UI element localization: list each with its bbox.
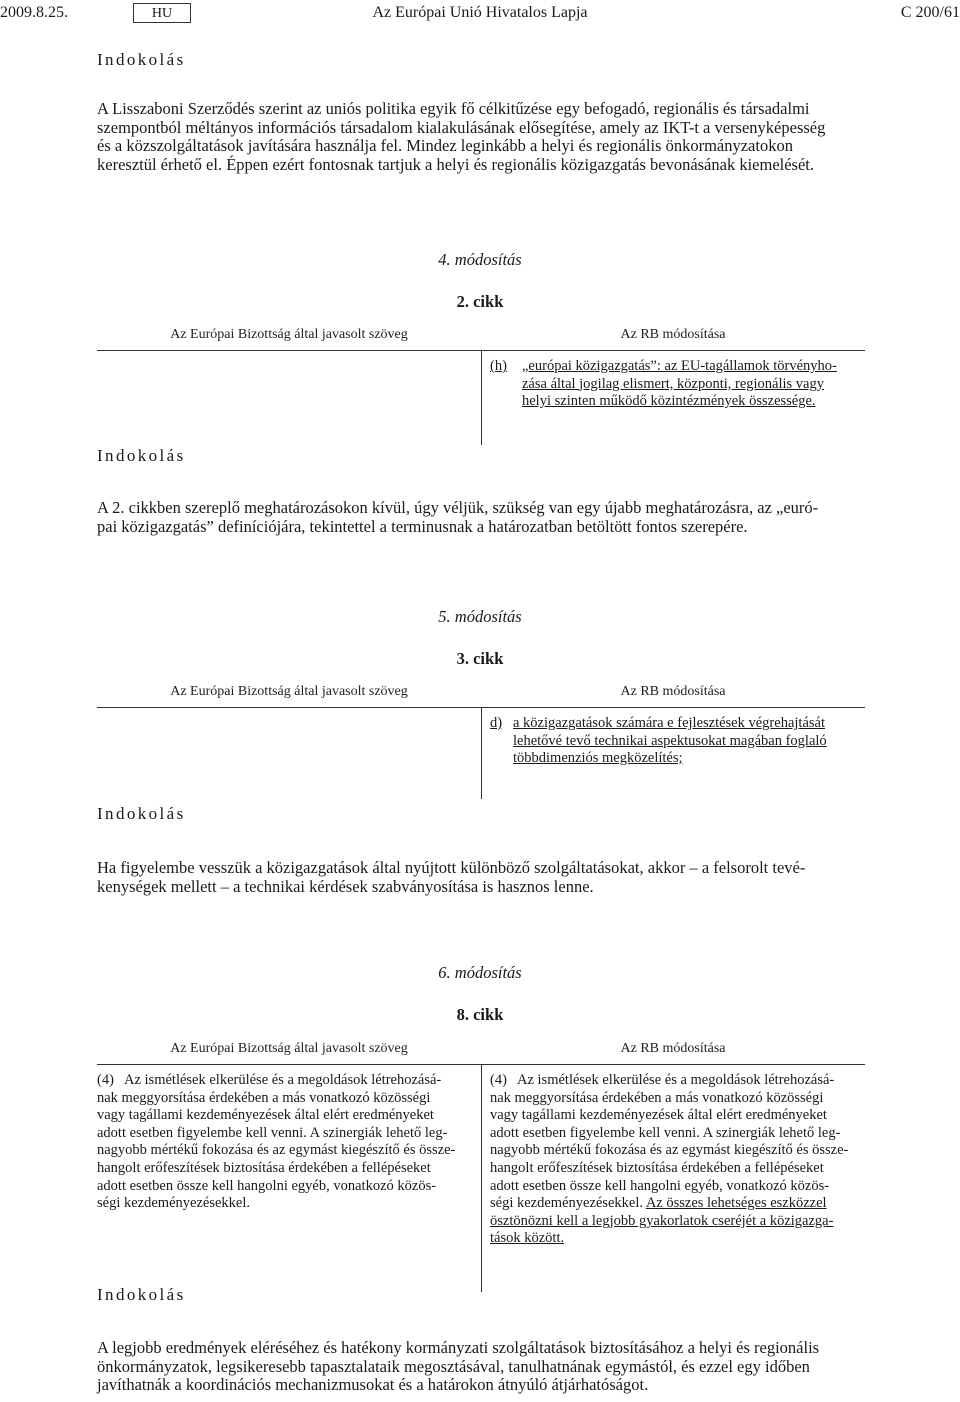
text-line: helyi szinten működő közintézmények összessége. bbox=[522, 393, 816, 410]
journal-title: Az Európai Unió Hivatalos Lapja bbox=[372, 4, 588, 21]
text-line: lehetővé tevő technikai aspektusokat magában foglaló bbox=[513, 732, 827, 749]
text-line: kenységek mellett – a technikai kérdések szabványosítása is hasznos lenne. bbox=[97, 876, 594, 896]
text-line: nagyobb mértékű fokozása és az egymást kiegészítő és össze- bbox=[97, 1142, 456, 1159]
text-line bbox=[490, 1195, 865, 1213]
text-line: A legjobb eredmények eléréséhez és hatékony kormányzati szolgáltatások biztosításához a helyi és regionális bbox=[97, 1338, 820, 1357]
point-label: d) bbox=[490, 715, 503, 731]
article-title: 2. cikk bbox=[456, 292, 504, 311]
amendment-title: 6. módosítás bbox=[438, 963, 522, 982]
point-label: (4) bbox=[97, 1072, 114, 1088]
justification-heading: Indokolás bbox=[97, 804, 186, 823]
text-line: pai közigazgatás” definíciójára, tekintettel a terminusnak a határozatban betöltött fontos szerepére. bbox=[97, 516, 748, 536]
amendment-title: 4. módosítás bbox=[438, 250, 522, 269]
amendment-title: 5. módosítás bbox=[438, 607, 522, 626]
language-code-box: HU bbox=[133, 3, 191, 23]
column-header-cor: Az RB módosítása bbox=[620, 327, 726, 342]
text-line: javíthatnák a koordinációs mechanizmusokat és a határokon átnyúló átjárhatóságot. bbox=[97, 1375, 649, 1394]
justification-paragraph bbox=[97, 1339, 865, 1395]
column-divider bbox=[481, 1064, 482, 1292]
text-line: keresztül érhető el. Éppen ezért fontosnak tartjuk a helyi és regionális közigazgatás bevonásának kiemelését. bbox=[97, 154, 815, 174]
article-title: 3. cikk bbox=[456, 649, 504, 668]
point-label: (h) bbox=[490, 358, 507, 374]
text-span: ségi kezdeményezésekkel. bbox=[490, 1195, 646, 1212]
text-line: nak meggyorsítása érdekében a más vonatkozó közösségi bbox=[97, 1089, 431, 1106]
text-line: adott esetben össze kell hangolni egyéb, vonatkozó közös- bbox=[97, 1177, 437, 1194]
original-text-cell bbox=[97, 1072, 472, 1213]
text-line: A 2. cikkben szereplő meghatározásokon kívül, úgy véljük, szükség van egy újabb meghatározásra, az „euró- bbox=[97, 498, 819, 517]
text-line: hangolt erőfeszítések biztosítása érdekében a fellépéseket bbox=[97, 1159, 431, 1176]
text-line: vagy tagállami kezdeményezések által elért eredményeket bbox=[97, 1107, 434, 1124]
text-line: többdimenziós megközelítés; bbox=[513, 750, 683, 767]
text-line: adott esetben figyelembe kell venni. A szinergiák lehető leg- bbox=[490, 1124, 841, 1141]
text-line: adott esetben össze kell hangolni egyéb, vonatkozó közös- bbox=[490, 1177, 830, 1194]
text-line: Az ismétlések elkerülése és a megoldások létrehozásá- bbox=[517, 1072, 835, 1088]
column-header-cor: Az RB módosítása bbox=[620, 684, 726, 699]
text-line: ségi kezdeményezésekkel. bbox=[97, 1195, 250, 1212]
added-text-line: ösztönözni kell a legjobb gyakorlatok cseréjét a közigazga- bbox=[490, 1212, 834, 1229]
text-line: és a közszolgáltatások javítására használja fel. Mindez leginkább a helyi és regionális önkormányzatokon bbox=[97, 136, 793, 155]
text-line: nagyobb mértékű fokozása és az egymást kiegészítő és össze- bbox=[490, 1142, 849, 1159]
amended-text-cell bbox=[490, 1072, 865, 1248]
text-line: a közigazgatások számára e fejlesztések végrehajtását bbox=[513, 715, 825, 731]
text-line: önkormányzatok, legsikeresebb tapasztalataik megosztásával, tanulhatnának egymástól, és ezzel egy időben bbox=[97, 1356, 810, 1376]
text-line: zása által jogilag elismert, központi, regionális vagy bbox=[522, 375, 824, 392]
text-line: „európai közigazgatás”: az EU-tagállamok törvényho- bbox=[522, 358, 837, 374]
text-line: A Lisszaboni Szerződés szerint az uniós politika egyik fő célkitűzése egy befogadó, regionális és társadalmi bbox=[97, 99, 810, 118]
justification-heading: Indokolás bbox=[97, 50, 186, 69]
column-divider bbox=[481, 350, 482, 445]
text-line: nak meggyorsítása érdekében a más vonatkozó közösségi bbox=[490, 1089, 824, 1106]
text-line: vagy tagállami kezdeményezések által elért eredményeket bbox=[490, 1107, 827, 1124]
text-line: szempontból méltányos információs társadalom kialakulásának elősegítése, amely az IKT-t a versenyképesség bbox=[97, 117, 826, 137]
justification-heading: Indokolás bbox=[97, 446, 186, 465]
justification-paragraph bbox=[97, 100, 865, 174]
text-line: hangolt erőfeszítések biztosítása érdekében a fellépéseket bbox=[490, 1159, 824, 1176]
page-header bbox=[0, 4, 960, 24]
justification-paragraph bbox=[97, 499, 865, 536]
added-text-line: tások között. bbox=[490, 1230, 565, 1247]
justification-paragraph bbox=[97, 859, 865, 896]
column-header-commission: Az Európai Bizottság által javasolt szöveg bbox=[170, 327, 408, 342]
text-line: adott esetben figyelembe kell venni. A szinergiák lehető leg- bbox=[97, 1124, 448, 1141]
text-line: Az ismétlések elkerülése és a megoldások létrehozásá- bbox=[124, 1072, 442, 1088]
added-text: Az összes lehetséges eszközzel bbox=[645, 1195, 827, 1212]
justification-heading: Indokolás bbox=[97, 1285, 186, 1304]
page-reference: C 200/61 bbox=[900, 4, 960, 21]
text-line: Ha figyelembe vesszük a közigazgatások által nyújtott különböző szolgáltatásokat, akkor – a felsorolt tevé- bbox=[97, 858, 806, 877]
column-header-commission: Az Európai Bizottság által javasolt szöveg bbox=[170, 684, 408, 699]
point-label: (4) bbox=[490, 1072, 507, 1088]
article-title: 8. cikk bbox=[456, 1005, 504, 1024]
column-divider bbox=[481, 707, 482, 799]
publication-date: 2009.8.25. bbox=[0, 4, 68, 21]
column-header-cor: Az RB módosítása bbox=[620, 1041, 726, 1056]
column-header-commission: Az Európai Bizottság által javasolt szöveg bbox=[170, 1041, 408, 1056]
